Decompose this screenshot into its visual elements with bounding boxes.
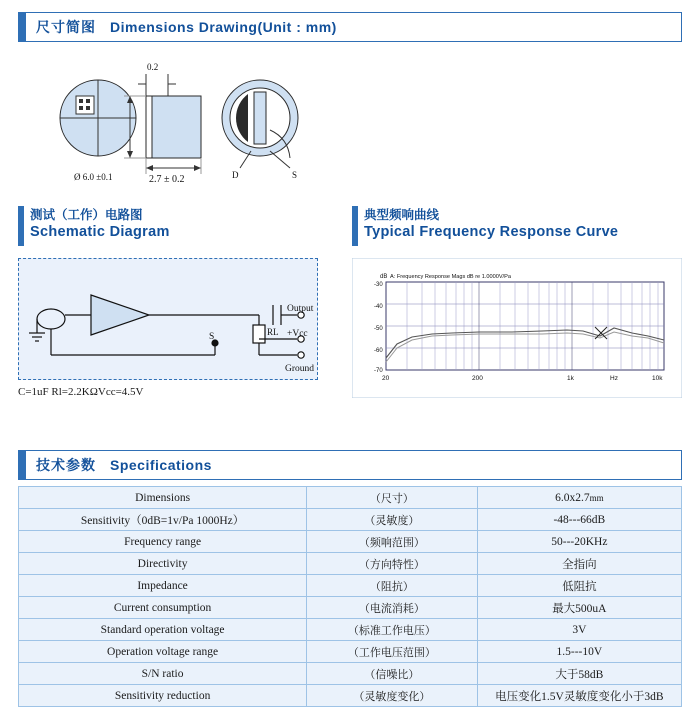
schematic-section-header: [18, 206, 350, 250]
spec-name: Dimensions: [19, 487, 307, 509]
specifications-section-header: [18, 450, 682, 480]
x-axis-label: Hz: [610, 375, 618, 382]
spec-name-cn: （阻抗）: [307, 575, 478, 597]
schematic-title-en: Schematic Diagram: [30, 224, 170, 240]
y-tick-40: -40: [374, 304, 383, 310]
spec-name-cn: （工作电压范围）: [307, 641, 478, 663]
schematic-diagram: [18, 258, 318, 380]
label-pin-s: S: [209, 332, 215, 342]
y-tick-30: -30: [374, 282, 383, 288]
spec-name-cn: （电流消耗）: [307, 597, 478, 619]
spec-name: Sensitivity reduction: [19, 685, 307, 707]
spec-name-cn: （方向特性）: [307, 553, 478, 575]
label-vcc: +Vcc: [287, 329, 308, 339]
spec-table-body: [19, 487, 682, 707]
header-accent-bar: [352, 206, 358, 246]
frequency-response-chart: [352, 258, 682, 398]
dimensions-title-en: Dimensions Drawing(Unit : mm): [110, 19, 337, 35]
spec-name: Directivity: [19, 553, 307, 575]
x-tick-20: 20: [382, 375, 390, 382]
spec-name-cn: （信噪比）: [307, 663, 478, 685]
spec-name-cn: （频响范围）: [307, 531, 478, 553]
y-axis-label: dB: [380, 274, 388, 280]
label-diameter: Ø 6.0 ±0.1: [74, 172, 113, 182]
spec-value: 最大500uA: [477, 597, 681, 619]
spec-value: -48---66dB: [477, 509, 681, 531]
schematic-title-cn: 测试（工作）电路图: [30, 207, 143, 222]
dimensions-drawing: [18, 56, 682, 186]
spec-name: Operation voltage range: [19, 641, 307, 663]
frequency-section-header: [352, 206, 694, 250]
spec-title-cn: 技术参数: [36, 458, 96, 474]
frequency-title-en: Typical Frequency Response Curve: [364, 224, 619, 240]
dimensions-title-cn: 尺寸简图: [36, 20, 96, 36]
specifications-table: [18, 486, 682, 707]
header-accent-bar: [19, 451, 26, 479]
table-row: [19, 641, 682, 663]
table-row: [19, 553, 682, 575]
spec-name: S/N ratio: [19, 663, 307, 685]
header-accent-bar: [18, 206, 24, 246]
table-row: [19, 575, 682, 597]
spec-name-cn: （标准工作电压）: [307, 619, 478, 641]
label-thickness: 0.2: [147, 62, 159, 72]
label-output: Output: [287, 304, 314, 314]
x-tick-200: 200: [472, 375, 483, 382]
spec-title-en: Specifications: [110, 457, 212, 473]
x-tick-10k: 10k: [652, 375, 663, 382]
spec-value: [477, 487, 681, 509]
table-row: [19, 597, 682, 619]
spec-value: 3V: [477, 619, 681, 641]
table-row: [19, 487, 682, 509]
y-tick-50: -50: [374, 326, 383, 332]
label-height: 2.7 ± 0.2: [149, 174, 185, 185]
label-rl: RL: [267, 327, 279, 337]
frequency-title-cn: 典型频响曲线: [364, 207, 440, 222]
spec-name: Standard operation voltage: [19, 619, 307, 641]
spec-value: 50---20KHz: [477, 531, 681, 553]
spec-name-cn: （灵敏度变化）: [307, 685, 478, 707]
table-row: [19, 619, 682, 641]
label-ground: Ground: [285, 364, 315, 374]
table-row: [19, 531, 682, 553]
spec-value: 大于58dB: [477, 663, 681, 685]
spec-name-cn: （尺寸）: [307, 487, 478, 509]
y-tick-70: -70: [374, 368, 383, 374]
spec-name: Sensitivity（0dB=1v/Pa 1000Hz）: [19, 509, 307, 531]
table-row: [19, 509, 682, 531]
label-pin-d: D: [232, 170, 239, 180]
spec-value: 低阻抗: [477, 575, 681, 597]
table-row: [19, 663, 682, 685]
spec-name: Current consumption: [19, 597, 307, 619]
x-tick-1k: 1k: [567, 375, 574, 382]
spec-value-text: 6.0x2.7: [555, 491, 590, 504]
spec-value: 1.5---10V: [477, 641, 681, 663]
spec-name: Impedance: [19, 575, 307, 597]
chart-title: A: Frequency Response Mags dB re 1.0000V/Pa: [390, 274, 511, 280]
label-pin-s: S: [292, 170, 298, 180]
schematic-note: C=1uF Rl=2.2KΩVcc=4.5V: [18, 386, 144, 398]
dimensions-section-header: [18, 12, 682, 42]
spec-name: Frequency range: [19, 531, 307, 553]
spec-value: 全指向: [477, 553, 681, 575]
header-accent-bar: [19, 13, 26, 41]
spec-value-unit: mm: [589, 492, 604, 503]
spec-value: 电压变化1.5V灵敏度变化小于3dB: [477, 685, 681, 707]
y-tick-60: -60: [374, 348, 383, 354]
spec-name-cn: （灵敏度）: [307, 509, 478, 531]
